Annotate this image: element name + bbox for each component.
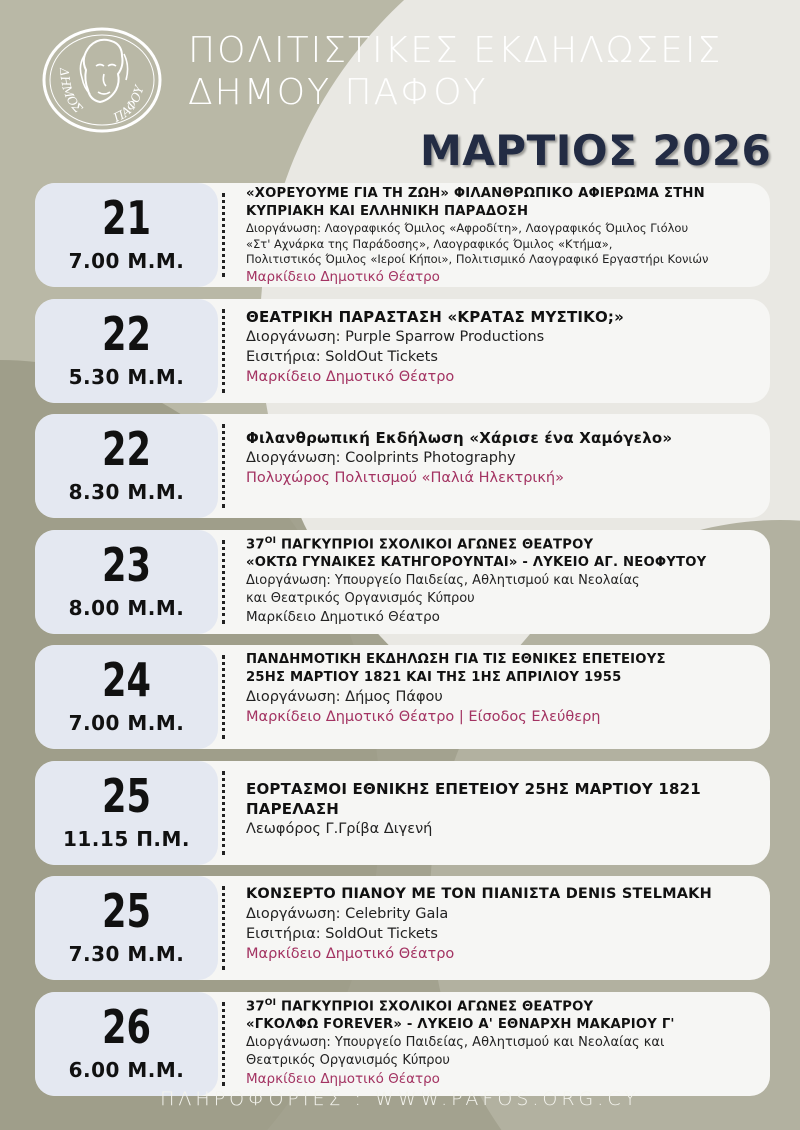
event-organizer-cont: και Θεατρικός Οργανισμός Κύπρου [246, 590, 475, 606]
event-time: 8.30 Μ.Μ. [68, 480, 185, 504]
event-organizer: Διοργάνωση: Coolprints Photography [246, 450, 516, 466]
event-time: 8.00 Μ.Μ. [68, 595, 185, 620]
event-title-line1: ΘΕΑΤΡΙΚΗ ΠΑΡΑΣΤΑΣΗ «ΚΡΑΤΑΣ ΜΥΣΤΙΚΟ;» [246, 307, 625, 326]
event-date-box [35, 645, 218, 749]
event-title-line2: 25ΗΣ ΜΑΡΤΙΟΥ 1821 ΚΑΙ ΤΗΣ 1ΗΣ ΑΠΡΙΛΙΟΥ 1955 [246, 670, 622, 685]
event-details [246, 307, 754, 387]
event-item [35, 645, 770, 749]
event-date-box [35, 761, 218, 865]
page-title-line2: ΔΗΜΟΥ ΠΑΦΟΥ [188, 72, 488, 113]
event-title-line1: ΚΟΝΣΕΡΤΟ ΠΙΑΝΟΥ ΜΕ ΤΟΝ ΠΙΑΝΙΣΤΑ DENIS STELMAKH [246, 886, 712, 902]
event-title-line1: Φιλανθρωπική Εκδήλωση «Χάρισε ένα Χαμόγελο» [246, 429, 673, 447]
event-details [246, 884, 754, 964]
event-organizer: Διοργάνωση: Celebrity Gala [246, 906, 449, 922]
event-day: 26 [102, 999, 151, 1054]
event-date-box [35, 992, 218, 1096]
event-day: 25 [102, 884, 151, 938]
event-title-line1 [246, 532, 754, 554]
event-title-line1 [246, 994, 754, 1016]
event-item [35, 876, 770, 980]
event-venue: Μαρκίδειο Δημοτικό Θέατρο [246, 268, 440, 285]
event-organizer-cont: Πολιτιστικός Όμιλος «Ιεροί Κήποι», Πολιτισμικό Λαογραφικό Εργαστήρι Κονιών [246, 252, 709, 266]
event-organizer: Διοργάνωση: Λαογραφικός Όμιλος «Αφροδίτη», Λαογραφικός Όμιλος Γιόλου [246, 221, 689, 235]
event-venue: Μαρκίδειο Δημοτικό Θέατρο | Είσοδος Ελεύθερη [246, 709, 601, 725]
dotted-divider [222, 309, 225, 393]
event-date-box [35, 299, 218, 403]
event-title-line1: ΠΑΝΔΗΜΟΤΙΚΗ ΕΚΔΗΛΩΣΗ ΓΙΑ ΤΙΣ ΕΘΝΙΚΕΣ ΕΠΕΤΕΙΟΥΣ [246, 652, 666, 667]
dotted-divider [222, 1002, 225, 1086]
event-organizer: Διοργάνωση: Δήμος Πάφου [246, 689, 443, 705]
event-day: 22 [102, 422, 151, 476]
event-venue: Μαρκίδειο Δημοτικό Θέατρο [246, 368, 455, 385]
dotted-divider [222, 540, 225, 624]
event-time: 5.30 Μ.Μ. [68, 364, 185, 389]
event-date-box [35, 530, 218, 634]
event-title-line2: ΠΑΡΕΛΑΣΗ [246, 799, 340, 818]
event-time: 7.30 Μ.Μ. [68, 942, 185, 966]
event-details [246, 428, 754, 488]
event-item [35, 761, 770, 865]
dotted-divider [222, 771, 225, 855]
event-tickets: Εισιτήρια: SoldOut Tickets [246, 926, 438, 942]
event-details [246, 994, 754, 1089]
page-title-line1: ΠΟΛΙΤΙΣΤΙΚΕΣ ΕΚΔΗΛΩΣΕΙΣ [188, 30, 723, 71]
event-organizer: Διοργάνωση: Υπουργείο Παιδείας, Αθλητισμού και Νεολαίας [246, 572, 640, 588]
event-item [35, 992, 770, 1096]
event-item [35, 414, 770, 518]
svg-text:ΔΗΜΟΣ: ΔΗΜΟΣ [56, 67, 86, 116]
event-time: 7.00 Μ.Μ. [68, 249, 185, 273]
event-title-text: ΠΑΓΚΥΠΡΙΟΙ ΣΧΟΛΙΚΟΙ ΑΓΩΝΕΣ ΘΕΑΤΡΟΥ [276, 998, 594, 1014]
event-title-ordinal: ΟΙ [264, 535, 277, 546]
event-title-text: ΠΑΓΚΥΠΡΙΟΙ ΣΧΟΛΙΚΟΙ ΑΓΩΝΕΣ ΘΕΑΤΡΟΥ [276, 536, 594, 552]
event-title-line2: «ΟΚΤΩ ΓΥΝΑΙΚΕΣ ΚΑΤΗΓΟΡΟΥΝΤΑΙ» - ΛΥΚΕΙΟ ΑΓ. ΝΕΟΦΥΤΟΥ [246, 554, 707, 570]
event-details [246, 185, 754, 287]
event-organizer-cont: Θεατρικός Οργανισμός Κύπρου [246, 1052, 450, 1068]
month-title: ΜΑΡΤΙΟΣ 2026 [420, 126, 772, 175]
dotted-divider [222, 655, 225, 739]
event-venue: Πολυχώρος Πολιτισμού «Παλιά Ηλεκτρική» [246, 470, 564, 486]
dotted-divider [222, 193, 225, 277]
event-venue: Μαρκίδειο Δημοτικό Θέατρο [246, 608, 440, 625]
event-item [35, 299, 770, 403]
event-date-box [35, 876, 218, 980]
event-title-ordinal: ΟΙ [264, 997, 277, 1008]
event-venue: Μαρκίδειο Δημοτικό Θέατρο [246, 1070, 440, 1087]
event-organizer-cont: «Στ' Αχνάρκα της Παράδοσης», Λαογραφικός Όμιλος «Κτήμα», [246, 236, 613, 251]
event-day: 24 [102, 653, 151, 707]
event-title-number: 37 [246, 998, 265, 1014]
svg-text:ΠΑΦΟΥ: ΠΑΦΟΥ [111, 83, 147, 125]
event-title-number: 37 [246, 536, 265, 552]
pafos-municipality-logo [40, 26, 164, 134]
event-venue: Μαρκίδειο Δημοτικό Θέατρο [246, 946, 455, 962]
event-time: 6.00 Μ.Μ. [68, 1057, 185, 1082]
footer-info-link[interactable]: ΠΛΗΡΟΦΟΡΙΕΣ : WWW.PAFOS.ORG.CY [160, 1088, 640, 1110]
dotted-divider [222, 886, 225, 970]
event-title-line1: «ΧΟΡΕΥΟΥΜΕ ΓΙΑ ΤΗ ΖΩΗ» ΦΙΛΑΝΘΡΩΠΙΚΟ ΑΦΙΕΡΩΜΑ ΣΤΗΝ [246, 186, 705, 201]
event-day: 22 [102, 306, 151, 361]
dotted-divider [222, 424, 225, 508]
event-day: 25 [102, 768, 151, 823]
event-item [35, 183, 770, 287]
event-location: Λεωφόρος Γ.Γρίβα Διγενή [246, 820, 433, 837]
event-organizer: Διοργάνωση: Υπουργείο Παιδείας, Αθλητισμού και Νεολαίας και [246, 1034, 665, 1050]
event-title-line2: ΚΥΠΡΙΑΚΗ ΚΑΙ ΕΛΛΗΝΙΚΗ ΠΑΡΑΔΟΣΗ [246, 204, 529, 219]
event-details [246, 651, 754, 727]
event-details [246, 779, 754, 839]
event-day: 23 [102, 537, 151, 592]
event-day: 21 [102, 191, 151, 245]
event-list [35, 183, 770, 1107]
event-title-line1: ΕΟΡΤΑΣΜΟΙ ΕΘΝΙΚΗΣ ΕΠΕΤΕΙΟΥ 25ΗΣ ΜΑΡΤΙΟΥ 1821 [246, 779, 701, 798]
event-tickets: Εισιτήρια: SoldOut Tickets [246, 348, 438, 365]
event-time: 11.15 Π.Μ. [62, 826, 191, 851]
event-details [246, 532, 754, 627]
event-organizer: Διοργάνωση: Purple Sparrow Productions [246, 328, 545, 345]
event-date-box [35, 414, 218, 518]
event-item [35, 530, 770, 634]
event-time: 7.00 Μ.Μ. [68, 711, 185, 735]
page-title [188, 30, 722, 114]
event-date-box [35, 183, 218, 287]
event-title-line2: «ΓΚΟΛΦΩ FOREVER» - ΛΥΚΕΙΟ Α' ΕΘΝΑΡΧΗ ΜΑΚΑΡΙΟΥ Γ' [246, 1016, 675, 1032]
